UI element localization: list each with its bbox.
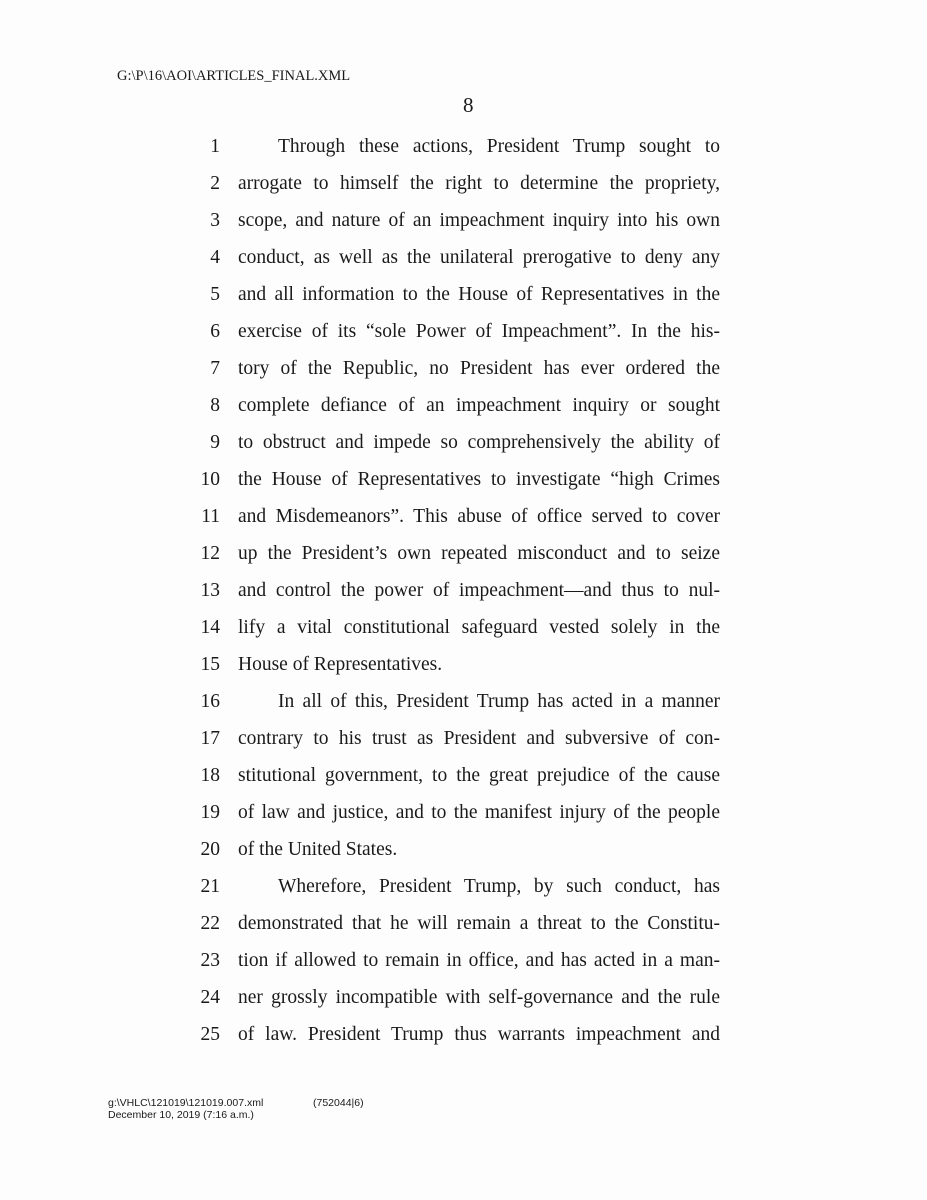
line-text: scope, and nature of an impeachment inquiry into his own (238, 209, 720, 231)
line-text: and Misdemeanors”. This abuse of office served to cover (238, 505, 720, 527)
file-path-header: G:\P\16\AOI\ARTICLES_FINAL.XML (117, 68, 351, 84)
line-number: 18 (200, 764, 220, 786)
line-number: 11 (201, 505, 220, 527)
line-number: 8 (210, 394, 220, 416)
line-text: the House of Representatives to investigate “high Crimes (238, 468, 720, 490)
line-number: 20 (200, 838, 220, 860)
line-text: demonstrated that he will remain a threat to the Constitu- (238, 912, 720, 934)
line-number: 15 (200, 653, 220, 675)
line-number: 6 (210, 320, 220, 342)
line-text: of the United States. (238, 838, 398, 860)
line-number: 13 (200, 579, 220, 601)
text-line (180, 683, 740, 720)
text-line (180, 202, 740, 239)
text-line (180, 572, 740, 609)
line-text: stitutional government, to the great prejudice of the cause (238, 764, 720, 786)
text-line (180, 1016, 740, 1053)
text-line (180, 276, 740, 313)
text-line (180, 128, 740, 165)
line-text: contrary to his trust as President and subversive of con- (238, 727, 720, 749)
line-text: Through these actions, President Trump sought to (278, 135, 720, 157)
text-line (180, 313, 740, 350)
text-line (180, 424, 740, 461)
line-text: up the President’s own repeated misconduct and to seize (238, 542, 720, 564)
text-line (180, 387, 740, 424)
line-number: 16 (200, 690, 220, 712)
line-text: lify a vital constitutional safeguard vested solely in the (238, 616, 720, 638)
text-line (180, 239, 740, 276)
text-line (180, 868, 740, 905)
line-number: 24 (200, 986, 220, 1008)
line-number: 25 (200, 1023, 220, 1045)
line-number: 10 (200, 468, 220, 490)
line-text: In all of this, President Trump has acted in a manner (278, 690, 720, 712)
line-number: 14 (200, 616, 220, 638)
text-line (180, 609, 740, 646)
line-number: 21 (200, 875, 220, 897)
text-line (180, 498, 740, 535)
line-number: 12 (200, 542, 220, 564)
line-number: 1 (210, 135, 220, 157)
line-number: 5 (210, 283, 220, 305)
line-text: House of Representatives. (238, 653, 443, 675)
line-number: 2 (210, 172, 220, 194)
text-line (180, 794, 740, 831)
line-text: conduct, as well as the unilateral prerogative to deny any (238, 246, 720, 268)
text-line (180, 165, 740, 202)
page-number: 8 (463, 93, 474, 117)
line-text: and control the power of impeachment—and thus to nul- (238, 579, 720, 601)
line-number: 22 (200, 912, 220, 934)
text-line (180, 979, 740, 1016)
text-line (180, 350, 740, 387)
text-line (180, 461, 740, 498)
line-number: 19 (200, 801, 220, 823)
text-line (180, 757, 740, 794)
line-text: to obstruct and impede so comprehensively the ability of (238, 431, 720, 453)
line-text: and all information to the House of Representatives in the (238, 283, 720, 305)
line-number: 4 (210, 246, 220, 268)
text-line (180, 942, 740, 979)
line-text: tion if allowed to remain in office, and has acted in a man- (238, 949, 720, 971)
line-number: 7 (210, 357, 220, 379)
text-line (180, 535, 740, 572)
text-line (180, 905, 740, 942)
line-number: 3 (210, 209, 220, 231)
line-text: tory of the Republic, no President has ever ordered the (238, 357, 720, 379)
text-line (180, 831, 740, 868)
footer-file: g:\VHLC\121019\121019.007.xml (108, 1097, 264, 1109)
line-text: exercise of its “sole Power of Impeachment”. In the his- (238, 320, 720, 342)
line-text: of law. President Trump thus warrants impeachment and (238, 1023, 720, 1045)
text-line (180, 720, 740, 757)
line-text: complete defiance of an impeachment inquiry or sought (238, 394, 720, 416)
line-text: Wherefore, President Trump, by such conduct, has (278, 875, 720, 897)
footer (108, 1097, 364, 1121)
numbered-text-body (180, 128, 740, 1053)
line-number: 17 (200, 727, 220, 749)
line-number: 23 (200, 949, 220, 971)
footer-date: December 10, 2019 (7:16 a.m.) (108, 1109, 254, 1121)
line-text: arrogate to himself the right to determine the propriety, (238, 172, 720, 194)
line-number: 9 (210, 431, 220, 453)
text-line (180, 646, 740, 683)
footer-id: (752044|6) (313, 1097, 364, 1109)
line-text: ner grossly incompatible with self-governance and the rule (238, 986, 720, 1008)
line-text: of law and justice, and to the manifest injury of the people (238, 801, 720, 823)
